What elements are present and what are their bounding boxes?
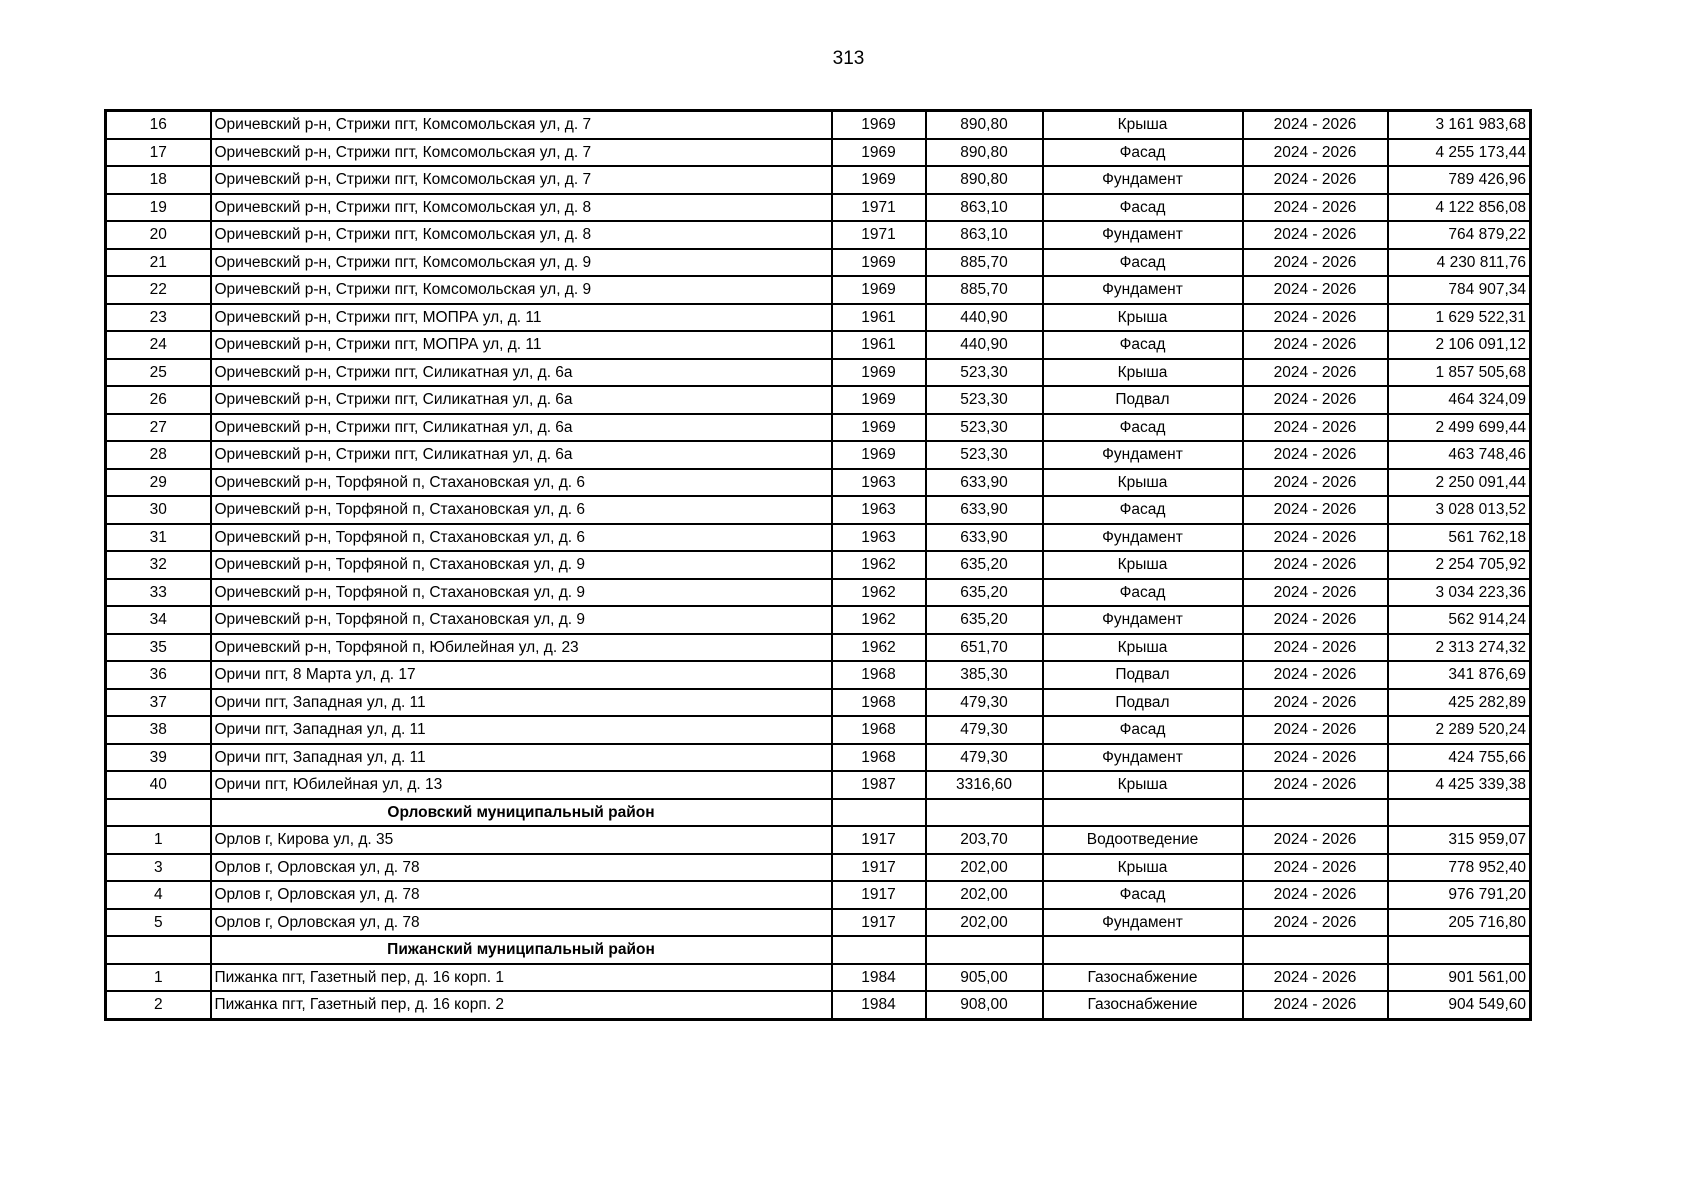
cell-address: Оричевский р-н, Торфяной п, Стахановская ул, д. 6 <box>211 524 832 552</box>
cell-work-type: Крыша <box>1043 304 1243 332</box>
cell-work-type: Крыша <box>1043 771 1243 799</box>
cell-address: Орлов г, Орловская ул, д. 78 <box>211 881 832 909</box>
cell-number: 4 <box>106 881 211 909</box>
table-row <box>106 166 1531 194</box>
table-row <box>106 964 1531 992</box>
cell-empty <box>106 799 211 827</box>
cell-year: 1963 <box>832 469 926 497</box>
cell-work-type: Подвал <box>1043 386 1243 414</box>
section-header-row <box>106 799 1531 827</box>
cell-year: 1984 <box>832 991 926 1019</box>
cell-area: 633,90 <box>926 524 1043 552</box>
cell-number: 23 <box>106 304 211 332</box>
cell-cost: 2 250 091,44 <box>1388 469 1531 497</box>
table-row <box>106 469 1531 497</box>
cell-address: Оричевский р-н, Стрижи пгт, МОПРА ул, д. 11 <box>211 331 832 359</box>
cell-area: 633,90 <box>926 469 1043 497</box>
cell-cost: 901 561,00 <box>1388 964 1531 992</box>
cell-cost: 424 755,66 <box>1388 744 1531 772</box>
cell-cost: 1 629 522,31 <box>1388 304 1531 332</box>
cell-year: 1969 <box>832 441 926 469</box>
cell-area: 635,20 <box>926 606 1043 634</box>
cell-number: 25 <box>106 359 211 387</box>
cell-number: 31 <box>106 524 211 552</box>
cell-work-type: Фундамент <box>1043 166 1243 194</box>
cell-work-type: Фасад <box>1043 139 1243 167</box>
table-row <box>106 441 1531 469</box>
cell-work-type: Водоотведение <box>1043 826 1243 854</box>
cell-address: Оричевский р-н, Стрижи пгт, Комсомольская ул, д. 7 <box>211 111 832 139</box>
cell-empty <box>926 936 1043 964</box>
cell-address: Оричевский р-н, Стрижи пгт, Силикатная ул, д. 6а <box>211 359 832 387</box>
cell-area: 385,30 <box>926 661 1043 689</box>
cell-empty <box>832 936 926 964</box>
cell-work-type: Фундамент <box>1043 606 1243 634</box>
cell-year: 1961 <box>832 331 926 359</box>
cell-period: 2024 - 2026 <box>1243 359 1388 387</box>
cell-work-type: Фундамент <box>1043 276 1243 304</box>
cell-area: 885,70 <box>926 276 1043 304</box>
cell-work-type: Фасад <box>1043 414 1243 442</box>
cell-year: 1969 <box>832 139 926 167</box>
cell-year: 1987 <box>832 771 926 799</box>
cell-period: 2024 - 2026 <box>1243 249 1388 277</box>
cell-period: 2024 - 2026 <box>1243 881 1388 909</box>
table-row <box>106 606 1531 634</box>
table-row <box>106 826 1531 854</box>
cell-empty <box>1043 936 1243 964</box>
cell-work-type: Фасад <box>1043 194 1243 222</box>
table-row <box>106 524 1531 552</box>
cell-number: 19 <box>106 194 211 222</box>
cell-cost: 205 716,80 <box>1388 909 1531 937</box>
cell-area: 479,30 <box>926 744 1043 772</box>
cell-area: 202,00 <box>926 909 1043 937</box>
cell-area: 440,90 <box>926 304 1043 332</box>
table-body <box>106 111 1531 1020</box>
section-title: Пижанский муниципальный район <box>211 936 832 964</box>
cell-address: Пижанка пгт, Газетный пер, д. 16 корп. 2 <box>211 991 832 1019</box>
cell-period: 2024 - 2026 <box>1243 716 1388 744</box>
cell-year: 1969 <box>832 414 926 442</box>
cell-address: Оричевский р-н, Стрижи пгт, Комсомольская ул, д. 8 <box>211 194 832 222</box>
cell-period: 2024 - 2026 <box>1243 634 1388 662</box>
cell-address: Орлов г, Орловская ул, д. 78 <box>211 854 832 882</box>
cell-address: Орлов г, Орловская ул, д. 78 <box>211 909 832 937</box>
table-row <box>106 909 1531 937</box>
cell-cost: 2 499 699,44 <box>1388 414 1531 442</box>
cell-number: 27 <box>106 414 211 442</box>
cell-area: 905,00 <box>926 964 1043 992</box>
cell-cost: 2 106 091,12 <box>1388 331 1531 359</box>
cell-period: 2024 - 2026 <box>1243 771 1388 799</box>
cell-period: 2024 - 2026 <box>1243 661 1388 689</box>
cell-address: Оричи пгт, 8 Марта ул, д. 17 <box>211 661 832 689</box>
cell-number: 34 <box>106 606 211 634</box>
cell-cost: 904 549,60 <box>1388 991 1531 1019</box>
cell-address: Оричи пгт, Западная ул, д. 11 <box>211 744 832 772</box>
cell-year: 1917 <box>832 826 926 854</box>
cell-area: 890,80 <box>926 111 1043 139</box>
cell-number: 32 <box>106 551 211 579</box>
table-row <box>106 221 1531 249</box>
cell-year: 1968 <box>832 689 926 717</box>
cell-year: 1962 <box>832 579 926 607</box>
page-number: 313 <box>832 48 865 69</box>
table-row <box>106 579 1531 607</box>
section-header-row <box>106 936 1531 964</box>
cell-cost: 562 914,24 <box>1388 606 1531 634</box>
cell-cost: 425 282,89 <box>1388 689 1531 717</box>
cell-period: 2024 - 2026 <box>1243 826 1388 854</box>
cell-address: Оричевский р-н, Торфяной п, Стахановская ул, д. 6 <box>211 496 832 524</box>
table-row <box>106 881 1531 909</box>
cell-address: Оричевский р-н, Стрижи пгт, Силикатная ул, д. 6а <box>211 386 832 414</box>
cell-address: Оричи пгт, Западная ул, д. 11 <box>211 689 832 717</box>
cell-number: 5 <box>106 909 211 937</box>
cell-year: 1971 <box>832 194 926 222</box>
cell-period: 2024 - 2026 <box>1243 854 1388 882</box>
cell-period: 2024 - 2026 <box>1243 221 1388 249</box>
cell-cost: 561 762,18 <box>1388 524 1531 552</box>
cell-empty <box>1043 799 1243 827</box>
cell-year: 1961 <box>832 304 926 332</box>
cell-address: Оричевский р-н, Стрижи пгт, Комсомольская ул, д. 7 <box>211 166 832 194</box>
cell-period: 2024 - 2026 <box>1243 414 1388 442</box>
cell-period: 2024 - 2026 <box>1243 744 1388 772</box>
cell-empty <box>1388 799 1531 827</box>
cell-address: Оричевский р-н, Торфяной п, Стахановская ул, д. 9 <box>211 579 832 607</box>
cell-work-type: Крыша <box>1043 111 1243 139</box>
cell-cost: 463 748,46 <box>1388 441 1531 469</box>
cell-number: 36 <box>106 661 211 689</box>
cell-year: 1969 <box>832 111 926 139</box>
cell-number: 30 <box>106 496 211 524</box>
cell-number: 38 <box>106 716 211 744</box>
cell-year: 1917 <box>832 909 926 937</box>
cell-cost: 764 879,22 <box>1388 221 1531 249</box>
cell-cost: 2 254 705,92 <box>1388 551 1531 579</box>
cell-cost: 784 907,34 <box>1388 276 1531 304</box>
cell-year: 1962 <box>832 634 926 662</box>
table-row <box>106 634 1531 662</box>
cell-area: 203,70 <box>926 826 1043 854</box>
table-row <box>106 331 1531 359</box>
cell-period: 2024 - 2026 <box>1243 496 1388 524</box>
cell-empty <box>1243 936 1388 964</box>
cell-year: 1969 <box>832 276 926 304</box>
cell-period: 2024 - 2026 <box>1243 194 1388 222</box>
table-row <box>106 551 1531 579</box>
cell-address: Оричевский р-н, Стрижи пгт, МОПРА ул, д. 11 <box>211 304 832 332</box>
cell-empty <box>106 936 211 964</box>
cell-number: 21 <box>106 249 211 277</box>
cell-work-type: Крыша <box>1043 469 1243 497</box>
cell-address: Оричи пгт, Юбилейная ул, д. 13 <box>211 771 832 799</box>
cell-area: 523,30 <box>926 386 1043 414</box>
cell-year: 1917 <box>832 854 926 882</box>
cell-year: 1962 <box>832 606 926 634</box>
cell-cost: 464 324,09 <box>1388 386 1531 414</box>
cell-year: 1963 <box>832 524 926 552</box>
cell-work-type: Подвал <box>1043 689 1243 717</box>
cell-area: 523,30 <box>926 441 1043 469</box>
cell-cost: 3 034 223,36 <box>1388 579 1531 607</box>
cell-number: 26 <box>106 386 211 414</box>
cell-year: 1984 <box>832 964 926 992</box>
table-row <box>106 661 1531 689</box>
cell-area: 651,70 <box>926 634 1043 662</box>
table-row <box>106 716 1531 744</box>
cell-empty <box>1243 799 1388 827</box>
cell-cost: 4 230 811,76 <box>1388 249 1531 277</box>
cell-period: 2024 - 2026 <box>1243 331 1388 359</box>
cell-work-type: Фундамент <box>1043 221 1243 249</box>
cell-cost: 976 791,20 <box>1388 881 1531 909</box>
cell-address: Оричевский р-н, Торфяной п, Юбилейная ул, д. 23 <box>211 634 832 662</box>
table-row <box>106 139 1531 167</box>
cell-work-type: Фасад <box>1043 496 1243 524</box>
cell-period: 2024 - 2026 <box>1243 441 1388 469</box>
cell-empty <box>926 799 1043 827</box>
table-row <box>106 194 1531 222</box>
cell-cost: 4 255 173,44 <box>1388 139 1531 167</box>
repair-register-table <box>104 109 1532 1021</box>
cell-period: 2024 - 2026 <box>1243 276 1388 304</box>
cell-address: Оричевский р-н, Торфяной п, Стахановская ул, д. 9 <box>211 551 832 579</box>
cell-area: 479,30 <box>926 689 1043 717</box>
cell-number: 35 <box>106 634 211 662</box>
table-row <box>106 304 1531 332</box>
cell-number: 37 <box>106 689 211 717</box>
cell-work-type: Фасад <box>1043 716 1243 744</box>
cell-year: 1963 <box>832 496 926 524</box>
cell-work-type: Подвал <box>1043 661 1243 689</box>
cell-work-type: Фасад <box>1043 881 1243 909</box>
cell-area: 863,10 <box>926 221 1043 249</box>
cell-year: 1969 <box>832 359 926 387</box>
cell-cost: 1 857 505,68 <box>1388 359 1531 387</box>
table-row <box>106 689 1531 717</box>
cell-number: 20 <box>106 221 211 249</box>
cell-area: 3316,60 <box>926 771 1043 799</box>
cell-period: 2024 - 2026 <box>1243 991 1388 1019</box>
cell-area: 479,30 <box>926 716 1043 744</box>
cell-area: 523,30 <box>926 359 1043 387</box>
cell-number: 28 <box>106 441 211 469</box>
cell-number: 40 <box>106 771 211 799</box>
cell-cost: 341 876,69 <box>1388 661 1531 689</box>
cell-period: 2024 - 2026 <box>1243 386 1388 414</box>
cell-address: Оричевский р-н, Стрижи пгт, Силикатная ул, д. 6а <box>211 441 832 469</box>
cell-area: 908,00 <box>926 991 1043 1019</box>
cell-year: 1917 <box>832 881 926 909</box>
table-row <box>106 276 1531 304</box>
cell-cost: 3 028 013,52 <box>1388 496 1531 524</box>
cell-area: 202,00 <box>926 881 1043 909</box>
cell-cost: 4 122 856,08 <box>1388 194 1531 222</box>
cell-empty <box>1388 936 1531 964</box>
table-row <box>106 386 1531 414</box>
cell-period: 2024 - 2026 <box>1243 166 1388 194</box>
cell-address: Оричи пгт, Западная ул, д. 11 <box>211 716 832 744</box>
cell-year: 1969 <box>832 166 926 194</box>
cell-area: 523,30 <box>926 414 1043 442</box>
table-row <box>106 249 1531 277</box>
cell-period: 2024 - 2026 <box>1243 909 1388 937</box>
cell-work-type: Газоснабжение <box>1043 964 1243 992</box>
cell-number: 18 <box>106 166 211 194</box>
cell-year: 1969 <box>832 386 926 414</box>
cell-year: 1968 <box>832 744 926 772</box>
cell-work-type: Газоснабжение <box>1043 991 1243 1019</box>
cell-empty <box>832 799 926 827</box>
cell-year: 1969 <box>832 249 926 277</box>
cell-year: 1971 <box>832 221 926 249</box>
cell-number: 3 <box>106 854 211 882</box>
cell-area: 202,00 <box>926 854 1043 882</box>
cell-work-type: Крыша <box>1043 634 1243 662</box>
cell-number: 33 <box>106 579 211 607</box>
cell-number: 22 <box>106 276 211 304</box>
cell-number: 17 <box>106 139 211 167</box>
cell-period: 2024 - 2026 <box>1243 964 1388 992</box>
cell-cost: 2 313 274,32 <box>1388 634 1531 662</box>
cell-number: 1 <box>106 964 211 992</box>
cell-cost: 789 426,96 <box>1388 166 1531 194</box>
cell-number: 2 <box>106 991 211 1019</box>
cell-work-type: Крыша <box>1043 359 1243 387</box>
table-row <box>106 359 1531 387</box>
cell-address: Оричевский р-н, Стрижи пгт, Комсомольская ул, д. 7 <box>211 139 832 167</box>
cell-work-type: Фундамент <box>1043 524 1243 552</box>
table-row <box>106 744 1531 772</box>
cell-year: 1968 <box>832 661 926 689</box>
cell-area: 633,90 <box>926 496 1043 524</box>
cell-work-type: Фасад <box>1043 331 1243 359</box>
cell-address: Пижанка пгт, Газетный пер, д. 16 корп. 1 <box>211 964 832 992</box>
table-row <box>106 111 1531 139</box>
cell-number: 24 <box>106 331 211 359</box>
cell-period: 2024 - 2026 <box>1243 551 1388 579</box>
table-row <box>106 991 1531 1019</box>
cell-year: 1962 <box>832 551 926 579</box>
cell-address: Оричевский р-н, Стрижи пгт, Силикатная ул, д. 6а <box>211 414 832 442</box>
cell-cost: 3 161 983,68 <box>1388 111 1531 139</box>
table-row <box>106 414 1531 442</box>
cell-period: 2024 - 2026 <box>1243 111 1388 139</box>
cell-area: 635,20 <box>926 551 1043 579</box>
cell-work-type: Фасад <box>1043 579 1243 607</box>
cell-area: 440,90 <box>926 331 1043 359</box>
cell-number: 39 <box>106 744 211 772</box>
cell-period: 2024 - 2026 <box>1243 304 1388 332</box>
table-row <box>106 496 1531 524</box>
cell-work-type: Крыша <box>1043 551 1243 579</box>
cell-work-type: Фундамент <box>1043 744 1243 772</box>
cell-period: 2024 - 2026 <box>1243 469 1388 497</box>
cell-address: Оричевский р-н, Стрижи пгт, Комсомольская ул, д. 9 <box>211 276 832 304</box>
cell-address: Оричевский р-н, Торфяной п, Стахановская ул, д. 6 <box>211 469 832 497</box>
cell-period: 2024 - 2026 <box>1243 606 1388 634</box>
cell-address: Орлов г, Кирова ул, д. 35 <box>211 826 832 854</box>
table-row <box>106 854 1531 882</box>
cell-address: Оричевский р-н, Торфяной п, Стахановская ул, д. 9 <box>211 606 832 634</box>
cell-area: 890,80 <box>926 139 1043 167</box>
cell-period: 2024 - 2026 <box>1243 139 1388 167</box>
cell-work-type: Крыша <box>1043 854 1243 882</box>
cell-cost: 315 959,07 <box>1388 826 1531 854</box>
cell-area: 890,80 <box>926 166 1043 194</box>
cell-area: 885,70 <box>926 249 1043 277</box>
cell-area: 863,10 <box>926 194 1043 222</box>
cell-work-type: Фасад <box>1043 249 1243 277</box>
cell-year: 1968 <box>832 716 926 744</box>
cell-address: Оричевский р-н, Стрижи пгт, Комсомольская ул, д. 9 <box>211 249 832 277</box>
section-title: Орловский муниципальный район <box>211 799 832 827</box>
cell-work-type: Фундамент <box>1043 909 1243 937</box>
cell-number: 16 <box>106 111 211 139</box>
cell-area: 635,20 <box>926 579 1043 607</box>
cell-period: 2024 - 2026 <box>1243 579 1388 607</box>
cell-work-type: Фундамент <box>1043 441 1243 469</box>
cell-cost: 778 952,40 <box>1388 854 1531 882</box>
cell-period: 2024 - 2026 <box>1243 524 1388 552</box>
cell-cost: 4 425 339,38 <box>1388 771 1531 799</box>
cell-cost: 2 289 520,24 <box>1388 716 1531 744</box>
cell-period: 2024 - 2026 <box>1243 689 1388 717</box>
cell-number: 29 <box>106 469 211 497</box>
cell-number: 1 <box>106 826 211 854</box>
cell-address: Оричевский р-н, Стрижи пгт, Комсомольская ул, д. 8 <box>211 221 832 249</box>
table-row <box>106 771 1531 799</box>
